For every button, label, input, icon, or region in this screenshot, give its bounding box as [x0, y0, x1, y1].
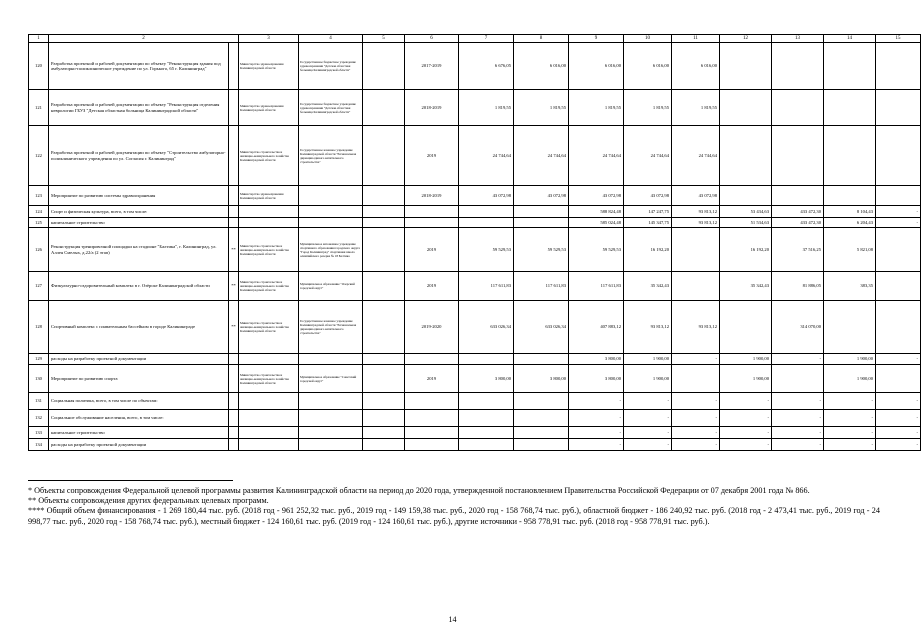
row-number: 130 [29, 365, 49, 393]
col-5 [363, 218, 405, 228]
cell-13: - [772, 410, 824, 427]
row-number: 126 [29, 228, 49, 272]
recipient: Муниципальное автономное учреждение спортивного образования городского округа "Город Калининград" спортивная школа олимпийского резерва № 18 Балтика [299, 228, 363, 272]
responsible-body: Министерство строительства и жилищно-коммунального хозяйства Калининградской области [239, 365, 299, 393]
cell-14: 8 104,43 [824, 206, 876, 218]
cell-14 [824, 186, 876, 206]
row-mark [229, 365, 239, 393]
cell-12: - [720, 393, 772, 410]
header-col-8: 8 [514, 35, 569, 43]
cell-8: 24 744,64 [514, 126, 569, 186]
cell-13: 81 886,05 [772, 272, 824, 301]
row-mark [229, 393, 239, 410]
cell-12: 1 900,00 [720, 354, 772, 365]
period [405, 393, 459, 410]
cell-8: 43 072,98 [514, 186, 569, 206]
cell-15: - [876, 206, 921, 218]
header-col-6: 6 [405, 35, 459, 43]
cell-15: - [876, 354, 921, 365]
cell-10: - [624, 410, 672, 427]
row-name: Физкультурно-оздоровительный комплекс в г. Озёрске Калининградской области [49, 272, 229, 301]
cell-12: 16 192,20 [720, 228, 772, 272]
responsible-body [239, 439, 299, 451]
responsible-body [239, 218, 299, 228]
recipient [299, 206, 363, 218]
cell-9: 407 883,12 [569, 301, 624, 354]
cell-7 [459, 218, 514, 228]
table-row [29, 272, 921, 301]
cell-11: - [672, 393, 720, 410]
row-number: 132 [29, 410, 49, 427]
period: 2019-2020 [405, 301, 459, 354]
period [405, 206, 459, 218]
cell-14: 1 900,00 [824, 365, 876, 393]
cell-11: - [672, 410, 720, 427]
recipient: Государственное бюджетное учреждение здравоохранения "Детская областная больница Калининградской области" [299, 43, 363, 90]
cell-15 [876, 301, 921, 354]
cell-10: 147 247,75 [624, 206, 672, 218]
cell-15 [876, 43, 921, 90]
cell-13 [772, 126, 824, 186]
row-number: 124 [29, 206, 49, 218]
cell-12 [720, 301, 772, 354]
footnote-rule [28, 480, 233, 481]
responsible-body [239, 206, 299, 218]
cell-11: 24 744,64 [672, 126, 720, 186]
recipient [299, 427, 363, 439]
row-mark: ** [229, 301, 239, 354]
cell-8 [514, 218, 569, 228]
cell-7 [459, 427, 514, 439]
responsible-body [239, 410, 299, 427]
cell-12: - [720, 427, 772, 439]
header-col-12: 12 [720, 35, 772, 43]
col-5 [363, 126, 405, 186]
table-row [29, 410, 921, 427]
cell-8: 59 529,53 [514, 228, 569, 272]
responsible-body [239, 354, 299, 365]
cell-12 [720, 90, 772, 126]
cell-15 [876, 365, 921, 393]
col-5 [363, 301, 405, 354]
cell-10: 1 900,00 [624, 365, 672, 393]
cell-11: 93 813,12 [672, 301, 720, 354]
header-col-1: 1 [29, 35, 49, 43]
cell-14: 1 900,00 [824, 354, 876, 365]
cell-13 [772, 43, 824, 90]
cell-13: - [772, 427, 824, 439]
cell-7: 1 819,55 [459, 90, 514, 126]
footnote-2: ** Объекты сопровождения других федеральных целевых программ. [28, 496, 269, 506]
cell-8 [514, 427, 569, 439]
cell-12: 51 534,63 [720, 218, 772, 228]
row-mark [229, 427, 239, 439]
cell-14: 6 204,43 [824, 218, 876, 228]
cell-8 [514, 410, 569, 427]
cell-12: 53 434,63 [720, 206, 772, 218]
cell-14: - [824, 393, 876, 410]
cell-15: - [876, 410, 921, 427]
recipient: Муниципальное образование "Советский городской округ" [299, 365, 363, 393]
recipient [299, 354, 363, 365]
table-row [29, 228, 921, 272]
header-col-13: 13 [772, 35, 824, 43]
header-col-15: 15 [876, 35, 921, 43]
cell-13: - [772, 393, 824, 410]
header-col-14: 14 [824, 35, 876, 43]
cell-10: - [624, 427, 672, 439]
period: 2019 [405, 365, 459, 393]
responsible-body: Министерство строительства и жилищно-коммунального хозяйства Калининградской области [239, 228, 299, 272]
cell-15 [876, 90, 921, 126]
period: 2019 [405, 228, 459, 272]
cell-9: 59 529,53 [569, 228, 624, 272]
cell-11 [672, 272, 720, 301]
cell-10: 6 016,00 [624, 43, 672, 90]
cell-10: - [624, 439, 672, 451]
cell-7: 6 676,05 [459, 43, 514, 90]
row-mark: ** [229, 272, 239, 301]
row-name: Социальное обслуживание населения, всего, в том числе: [49, 410, 229, 427]
cell-14 [824, 90, 876, 126]
cell-13: 433 472,30 [772, 206, 824, 218]
cell-15 [876, 186, 921, 206]
header-row [29, 35, 921, 43]
cell-13: 37 516,25 [772, 228, 824, 272]
cell-9: 6 016,00 [569, 43, 624, 90]
cell-14 [824, 126, 876, 186]
cell-15: - [876, 439, 921, 451]
footnote-1: * Объекты сопровождения Федеральной целевой программы развития Калининградской области на период до 2020 года, утвержденной постановлением Правительства Российской Федерации от 07 декабря 2001 года № 866. [28, 486, 810, 495]
cell-10: 16 192,20 [624, 228, 672, 272]
cell-10: - [624, 393, 672, 410]
period: 2019 [405, 272, 459, 301]
cell-10: 1 819,55 [624, 90, 672, 126]
table-row [29, 439, 921, 451]
col-5 [363, 427, 405, 439]
recipient [299, 439, 363, 451]
period [405, 218, 459, 228]
page-number: 14 [448, 615, 457, 624]
col-5 [363, 90, 405, 126]
cell-12 [720, 186, 772, 206]
row-name: Мероприятие по развитию спорта [49, 365, 229, 393]
cell-9: 1 819,55 [569, 90, 624, 126]
cell-9: 588 824,48 [569, 206, 624, 218]
cell-14: - [824, 427, 876, 439]
cell-9: 3 800,00 [569, 365, 624, 393]
cell-10: 93 813,12 [624, 301, 672, 354]
cell-7 [459, 206, 514, 218]
cell-10: 24 744,64 [624, 126, 672, 186]
row-name: Реконструкция тренировочной площадки на стадионе "Балтика", г. Калининград, ул. Аллея Смелых, д.22/а (2 этап) [49, 228, 229, 272]
cell-12 [720, 126, 772, 186]
cell-8: 6 016,00 [514, 43, 569, 90]
cell-12: 1 900,00 [720, 365, 772, 393]
row-number: 131 [29, 393, 49, 410]
header-col-3: 3 [239, 35, 299, 43]
responsible-body: Министерство здравоохранения Калининградской области [239, 43, 299, 90]
col-5 [363, 439, 405, 451]
row-name: расходы на разработку проектной документации [49, 354, 229, 365]
header-col-11: 11 [672, 35, 720, 43]
row-number: 133 [29, 427, 49, 439]
period: 2019 [405, 126, 459, 186]
row-name: Мероприятие по развитию системы здравоохранения [49, 186, 229, 206]
cell-8: 633 026,34 [514, 301, 569, 354]
cell-9: - [569, 410, 624, 427]
row-number: 129 [29, 354, 49, 365]
responsible-body: Министерство здравоохранения Калининградской области [239, 186, 299, 206]
row-name: Спорт и физическая культура, всего, в том числе: [49, 206, 229, 218]
table-body [29, 35, 921, 451]
row-number: 127 [29, 272, 49, 301]
cell-11: 93 813,12 [672, 218, 720, 228]
responsible-body: Министерство строительства и жилищно-коммунального хозяйства Калининградской области [239, 126, 299, 186]
row-mark [229, 439, 239, 451]
cell-13: - [772, 354, 824, 365]
recipient [299, 393, 363, 410]
col-5 [363, 410, 405, 427]
row-mark: ** [229, 228, 239, 272]
cell-9: 43 072,98 [569, 186, 624, 206]
cell-11: 1 819,55 [672, 90, 720, 126]
table-row [29, 427, 921, 439]
responsible-body: Министерство строительства и жилищно-коммунального хозяйства Калининградской области [239, 301, 299, 354]
row-mark [229, 410, 239, 427]
table-row [29, 301, 921, 354]
period [405, 410, 459, 427]
cell-7: 59 529,53 [459, 228, 514, 272]
cell-9: 24 744,64 [569, 126, 624, 186]
row-name: Разработка проектной и рабочей документации по объекту "Реконструкция здания под амбулаторно-поликлиническое учреждение по ул. Горького, 65 г. Калининград" [49, 43, 229, 90]
cell-13: 433 472,30 [772, 218, 824, 228]
cell-7 [459, 439, 514, 451]
period: 2017-2019 [405, 43, 459, 90]
cell-13: - [772, 439, 824, 451]
row-name: Спортивный комплекс с плавательным бассейном в городе Калининграде [49, 301, 229, 354]
recipient: Государственное бюджетное учреждение здравоохранения "Детская областная больница Калининградской области" [299, 90, 363, 126]
cell-14: 5 821,08 [824, 228, 876, 272]
recipient: Государственное казенное учреждение Калининградской области "Региональная дирекция единого капитального строительства" [299, 301, 363, 354]
header-col-7: 7 [459, 35, 514, 43]
col-5 [363, 393, 405, 410]
objects-table [28, 34, 921, 451]
row-number: 128 [29, 301, 49, 354]
cell-8: 3 800,00 [514, 365, 569, 393]
cell-15: - [876, 218, 921, 228]
cell-15 [876, 126, 921, 186]
period [405, 427, 459, 439]
row-mark [229, 186, 239, 206]
row-number: 122 [29, 126, 49, 186]
col-5 [363, 228, 405, 272]
col-5 [363, 43, 405, 90]
cell-9: 585 024,48 [569, 218, 624, 228]
header-col-5: 5 [363, 35, 405, 43]
table-row [29, 218, 921, 228]
col-5 [363, 354, 405, 365]
cell-11: - [672, 354, 720, 365]
col-5 [363, 365, 405, 393]
row-mark [229, 218, 239, 228]
cell-14 [824, 301, 876, 354]
recipient [299, 410, 363, 427]
cell-9: 117 611,83 [569, 272, 624, 301]
header-col-2: 2 [49, 35, 239, 43]
cell-13 [772, 186, 824, 206]
cell-7: 117 611,83 [459, 272, 514, 301]
footnote-3: **** Общий объем финансирования - 1 269 180,44 тыс. руб. (2018 год - 961 252,32 тыс. руб., 2019 год - 149 159,38 тыс. руб., 2020 год - 158 768,74 тыс. руб.), областной бюджет - 186 240,92 тыс. руб. (2018 год - 2 473,41 тыс. руб., 2019 год - 24 998,77 тыс. руб., 2020 год - 158 768,74 тыс. руб.), местный бюджет - 124 160,61 тыс. руб. (2019 год - 124 160,61 тыс. руб.), другие источники - 958 778,91 тыс. руб. (2018 год - 958 778,91 тыс. руб.). [28, 506, 880, 526]
cell-11: 6 016,00 [672, 43, 720, 90]
period: 2018-2019 [405, 186, 459, 206]
table-row [29, 393, 921, 410]
col-5 [363, 206, 405, 218]
cell-11: - [672, 439, 720, 451]
period [405, 439, 459, 451]
row-number: 121 [29, 90, 49, 126]
cell-10: 145 347,75 [624, 218, 672, 228]
recipient: Государственное казенное учреждение Калининградской области "Региональная дирекция единого капитального строительства" [299, 126, 363, 186]
row-name: Разработка проектной и рабочей документации по объекту "Реконструкция отделения неврологии ГБУЗ "Детская областная больница Калининградской области" [49, 90, 229, 126]
cell-12: 35 342,43 [720, 272, 772, 301]
cell-15: - [876, 393, 921, 410]
header-col-9: 9 [569, 35, 624, 43]
cell-11: 93 813,12 [672, 206, 720, 218]
cell-8 [514, 439, 569, 451]
cell-8 [514, 393, 569, 410]
cell-12 [720, 43, 772, 90]
cell-9: - [569, 393, 624, 410]
row-name: капитальное строительство [49, 427, 229, 439]
col-5 [363, 186, 405, 206]
responsible-body: Министерство строительства и жилищно-коммунального хозяйства Калининградской области [239, 272, 299, 301]
row-mark [229, 90, 239, 126]
cell-9: - [569, 439, 624, 451]
cell-7 [459, 354, 514, 365]
cell-14: - [824, 439, 876, 451]
cell-14 [824, 43, 876, 90]
row-name: расходы на разработку проектной документации [49, 439, 229, 451]
recipient [299, 186, 363, 206]
responsible-body [239, 393, 299, 410]
cell-13: 314 070,00 [772, 301, 824, 354]
cell-8: 117 611,83 [514, 272, 569, 301]
responsible-body: Министерство здравоохранения Калининградской области [239, 90, 299, 126]
cell-10: 35 342,43 [624, 272, 672, 301]
cell-7: 633 026,34 [459, 301, 514, 354]
table-row [29, 43, 921, 90]
cell-8: 1 819,55 [514, 90, 569, 126]
cell-11: 43 072,98 [672, 186, 720, 206]
table-row [29, 90, 921, 126]
table-row [29, 206, 921, 218]
row-number: 120 [29, 43, 49, 90]
recipient: Муниципальное образование "Озерский городской округ" [299, 272, 363, 301]
cell-8 [514, 206, 569, 218]
row-mark [229, 126, 239, 186]
recipient [299, 218, 363, 228]
row-name: Социальная политика, всего, в том числе по объектам: [49, 393, 229, 410]
cell-10: 1 900,00 [624, 354, 672, 365]
cell-11: - [672, 427, 720, 439]
cell-15: - [876, 427, 921, 439]
row-number: 125 [29, 218, 49, 228]
cell-12: - [720, 410, 772, 427]
cell-7 [459, 410, 514, 427]
cell-10: 43 072,98 [624, 186, 672, 206]
cell-14: - [824, 410, 876, 427]
period: 2018-2019 [405, 90, 459, 126]
document-body [28, 34, 918, 451]
cell-15 [876, 272, 921, 301]
row-mark [229, 354, 239, 365]
header-col-10: 10 [624, 35, 672, 43]
period [405, 354, 459, 365]
cell-9: - [569, 427, 624, 439]
row-number: 123 [29, 186, 49, 206]
cell-12: - [720, 439, 772, 451]
table-row [29, 126, 921, 186]
cell-11 [672, 228, 720, 272]
cell-7: 43 072,98 [459, 186, 514, 206]
cell-15 [876, 228, 921, 272]
cell-13 [772, 90, 824, 126]
cell-14: 383,35 [824, 272, 876, 301]
row-name: капитальное строительство [49, 218, 229, 228]
table-row [29, 186, 921, 206]
cell-9: 3 800,00 [569, 354, 624, 365]
table-row [29, 365, 921, 393]
footnotes [28, 480, 880, 527]
row-number: 134 [29, 439, 49, 451]
col-5 [363, 272, 405, 301]
row-name: Разработка проектной и рабочей документации по объекту "Строительство амбулаторно-поликлинического учреждения по ул. Согласия г. Калининград" [49, 126, 229, 186]
table-row [29, 354, 921, 365]
cell-13 [772, 365, 824, 393]
cell-11 [672, 365, 720, 393]
row-mark [229, 43, 239, 90]
header-col-4: 4 [299, 35, 363, 43]
cell-7 [459, 393, 514, 410]
cell-7: 3 800,00 [459, 365, 514, 393]
responsible-body [239, 427, 299, 439]
row-mark [229, 206, 239, 218]
cell-7: 24 744,64 [459, 126, 514, 186]
cell-8 [514, 354, 569, 365]
